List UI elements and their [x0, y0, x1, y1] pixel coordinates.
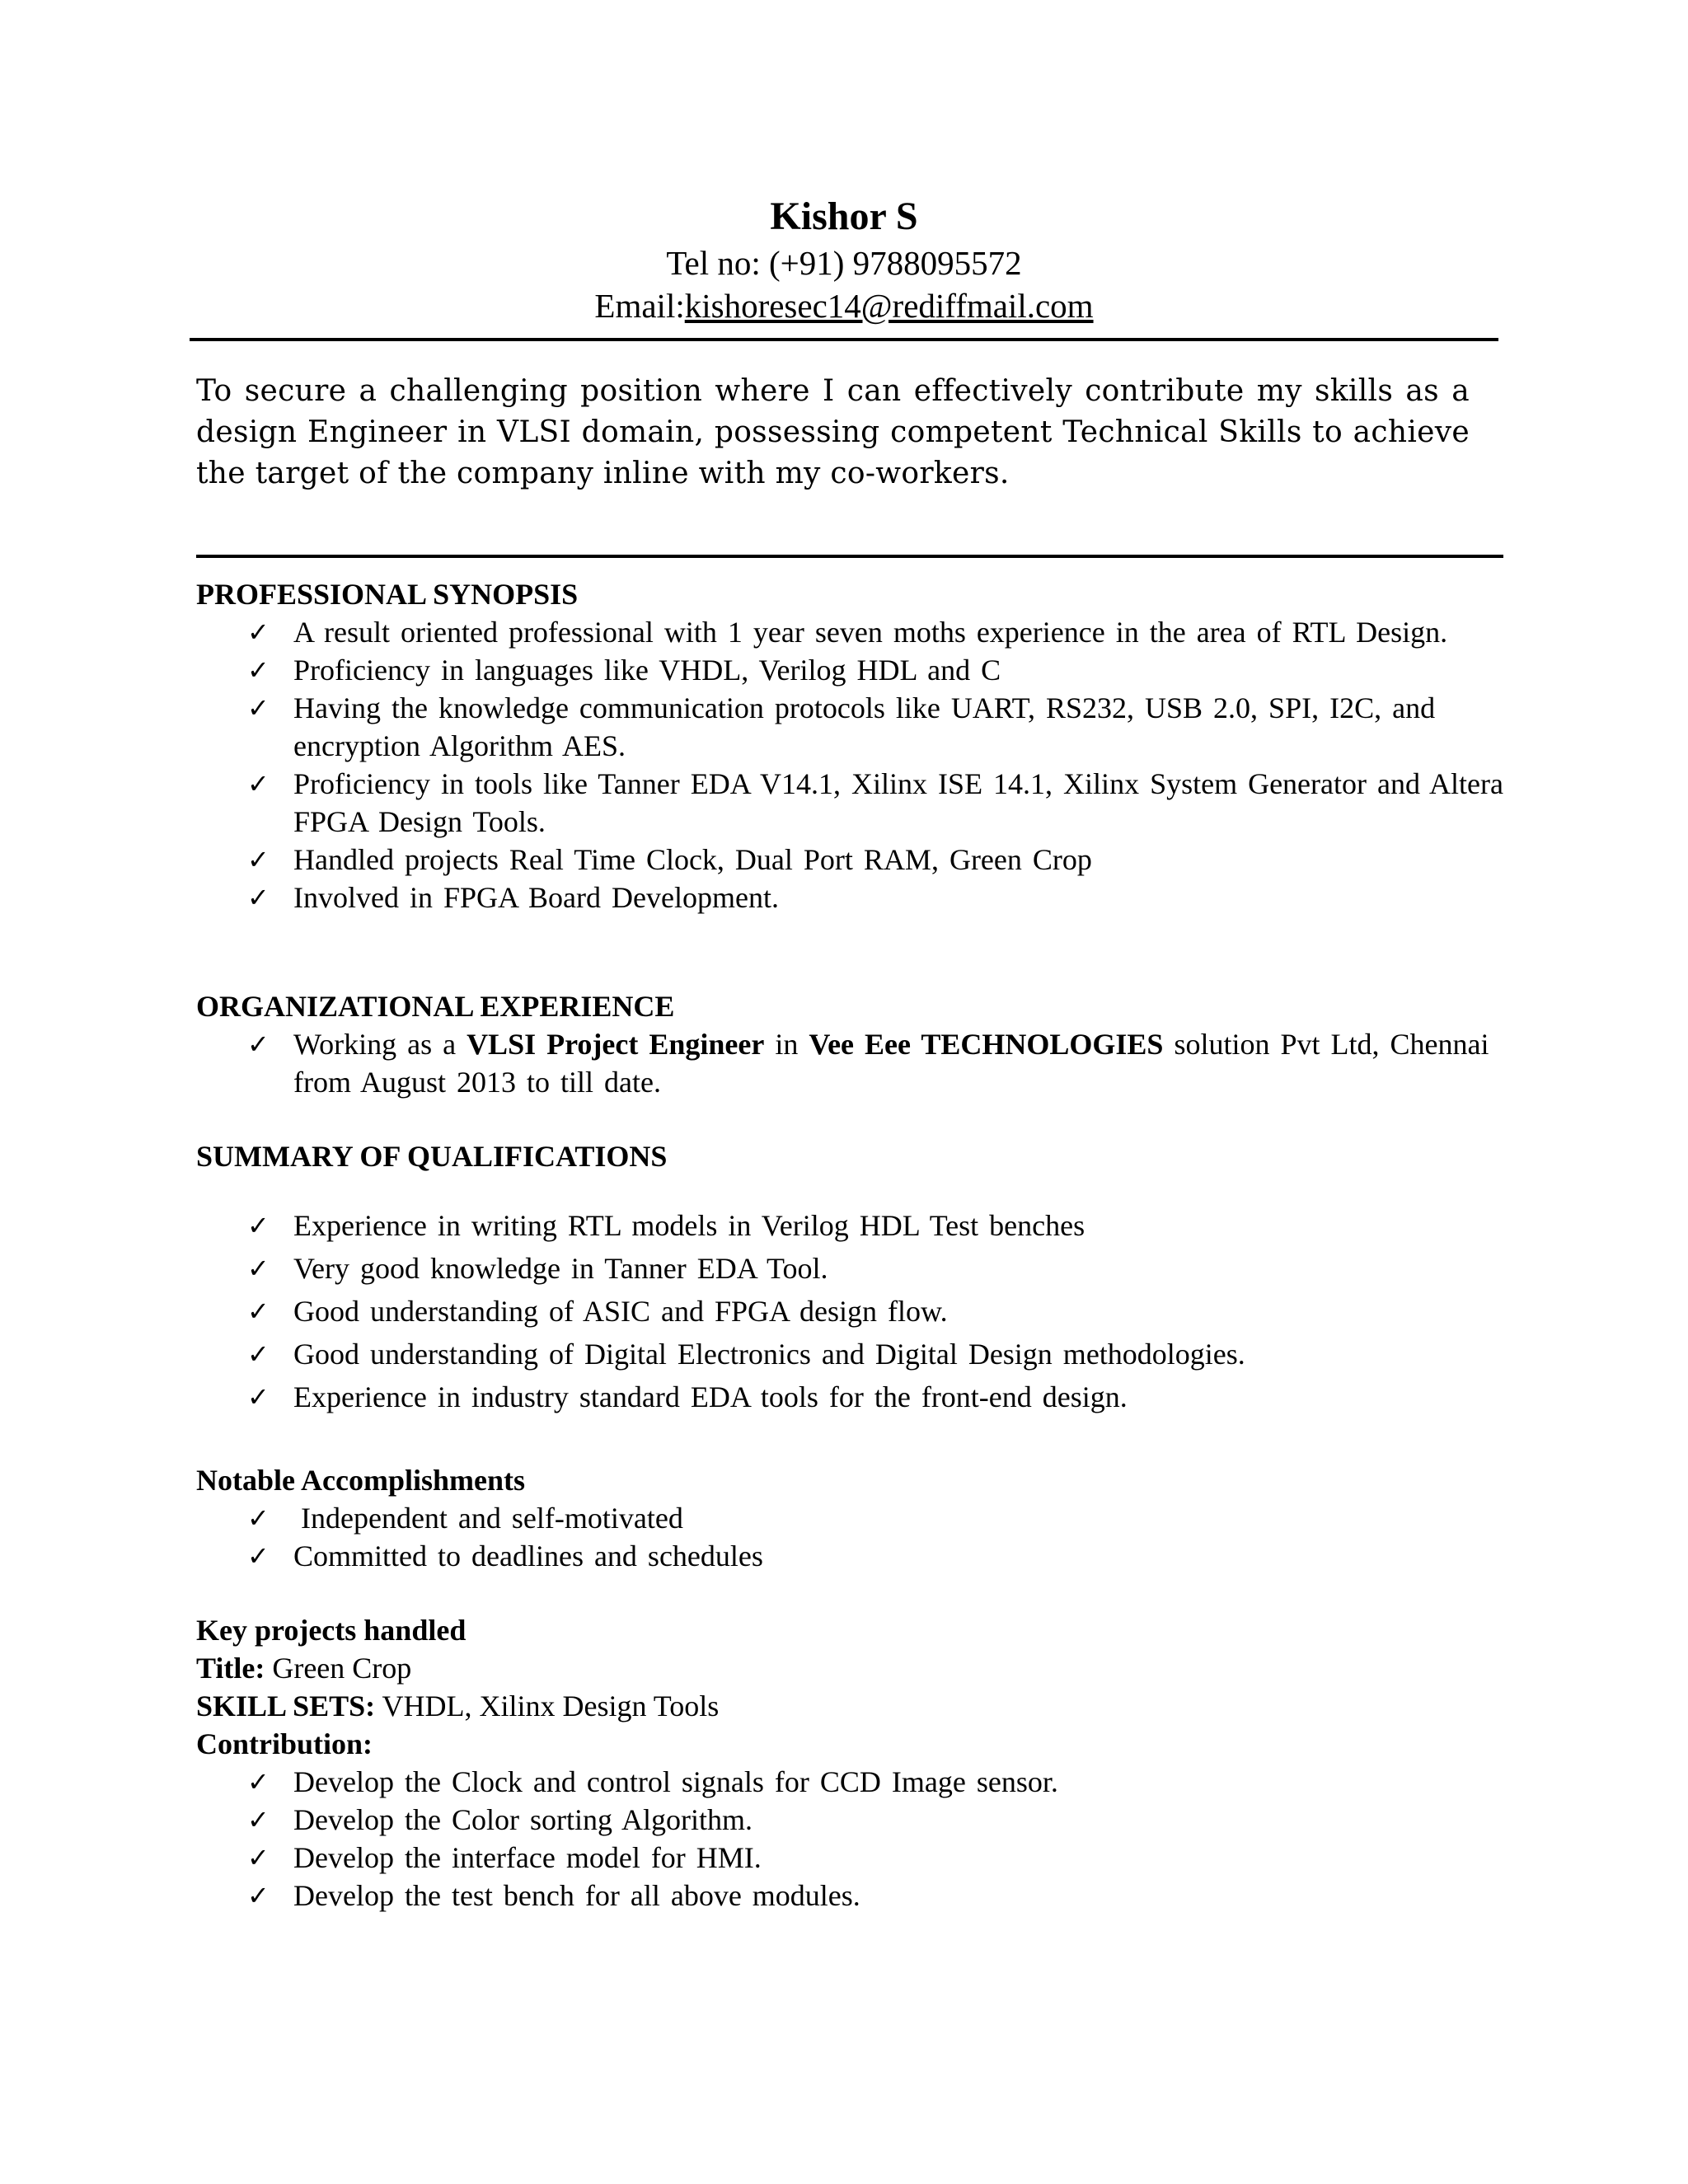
project-title-line: Title: Green Crop: [196, 1652, 412, 1685]
email-label: Email:: [594, 287, 685, 325]
list-item: ✓ Very good knowledge in Tanner EDA Tool.: [196, 1249, 1515, 1287]
project-skills-line: SKILL SETS: VHDL, Xilinx Design Tools: [196, 1690, 720, 1722]
check-icon: ✓: [247, 1502, 270, 1534]
projects-title: Key projects handled: [196, 1614, 467, 1647]
list-item: ✓ Committed to deadlines and schedules: [196, 1537, 1515, 1575]
list-item: ✓ Good understanding of ASIC and FPGA design flow.: [196, 1292, 1515, 1330]
contribution-list: [196, 1763, 1515, 1915]
check-icon: ✓: [247, 616, 270, 648]
list-item: ✓ Independent and self-motivated: [196, 1499, 1515, 1537]
list-item: ✓ Develop the interface model for HMI.: [196, 1839, 1515, 1877]
accomplishments-title: Notable Accomplishments: [196, 1464, 525, 1497]
list-item: ✓ Develop the Color sorting Algorithm.: [196, 1801, 1515, 1839]
check-icon: ✓: [247, 692, 270, 724]
list-item: ✓ Proficiency in languages like VHDL, Verilog HDL and C: [196, 651, 1515, 689]
job-role: VLSI Project Engineer: [467, 1028, 765, 1061]
list-item: ✓ Develop the Clock and control signals for CCD Image sensor.: [196, 1763, 1515, 1801]
check-icon: ✓: [247, 1338, 270, 1370]
list-item: ✓ Experience in writing RTL models in Verilog HDL Test benches: [196, 1207, 1515, 1244]
qualifications-section: [196, 1137, 1515, 1421]
list-item: ✓ Experience in industry standard EDA tools for the front-end design.: [196, 1378, 1515, 1416]
list-item: ✓ Involved in FPGA Board Development.: [196, 879, 1515, 916]
list-item: ✓ Develop the test bench for all above modules.: [196, 1877, 1515, 1915]
check-icon: ✓: [247, 768, 270, 799]
list-item: ✓ Handled projects Real Time Clock, Dual Port RAM, Green Crop: [196, 841, 1515, 879]
check-icon: ✓: [247, 882, 270, 913]
objective-divider: [196, 555, 1503, 558]
candidate-name: Kishor S: [770, 194, 918, 238]
email-line: [0, 286, 1688, 326]
company-name: Vee Eee TECHNOLOGIES: [809, 1028, 1164, 1061]
synopsis-section: [196, 575, 1515, 916]
list-item: ✓ A result oriented professional with 1 year seven moths experience in the area of RTL Design.: [196, 613, 1515, 651]
accomplishments-list: [196, 1499, 1515, 1575]
check-icon: ✓: [247, 1842, 270, 1873]
list-item: ✓ Working as a VLSI Project Engineer in Vee Eee TECHNOLOGIES solution Pvt Ltd, Chennai from August 2013 to till date.: [196, 1025, 1515, 1101]
experience-title: ORGANIZATIONAL EXPERIENCE: [196, 990, 675, 1023]
qualifications-title: SUMMARY OF QUALIFICATIONS: [196, 1140, 668, 1173]
experience-section: [196, 987, 1515, 1101]
check-icon: ✓: [247, 1381, 270, 1413]
experience-list: [196, 1025, 1515, 1101]
projects-section: [196, 1611, 1515, 1915]
check-icon: ✓: [247, 1029, 270, 1060]
objective-paragraph: To secure a challenging position where I can effectively contribute my skills as a design Engineer in VLSI domain, possessing competent Technical Skills to achieve the target of the company inline with my co-workers.: [196, 374, 1470, 490]
check-icon: ✓: [247, 1540, 270, 1572]
accomplishments-section: [196, 1461, 1515, 1575]
check-icon: ✓: [247, 654, 270, 686]
header-divider: [190, 338, 1498, 341]
check-icon: ✓: [247, 844, 270, 875]
qualifications-list: [196, 1207, 1515, 1416]
check-icon: ✓: [247, 1296, 270, 1327]
check-icon: ✓: [247, 1804, 270, 1835]
check-icon: ✓: [247, 1253, 270, 1284]
phone-number: Tel no: (+91) 9788095572: [666, 244, 1022, 282]
email-link[interactable]: kishoresec14@rediffmail.com: [684, 287, 1094, 325]
list-item: ✓ Proficiency in tools like Tanner EDA V14.1, Xilinx ISE 14.1, Xilinx System Generator and Altera FPGA Design Tools.: [196, 765, 1515, 841]
list-item: ✓ Good understanding of Digital Electronics and Digital Design methodologies.: [196, 1335, 1515, 1373]
list-item: ✓ Having the knowledge communication protocols like UART, RS232, USB 2.0, SPI, I2C, and encryption Algorithm AES.: [196, 689, 1515, 765]
synopsis-list: [196, 613, 1515, 916]
synopsis-title: PROFESSIONAL SYNOPSIS: [196, 578, 579, 611]
check-icon: ✓: [247, 1766, 270, 1797]
check-icon: ✓: [247, 1880, 270, 1911]
check-icon: ✓: [247, 1210, 270, 1241]
project-contribution-label: Contribution:: [196, 1727, 373, 1760]
